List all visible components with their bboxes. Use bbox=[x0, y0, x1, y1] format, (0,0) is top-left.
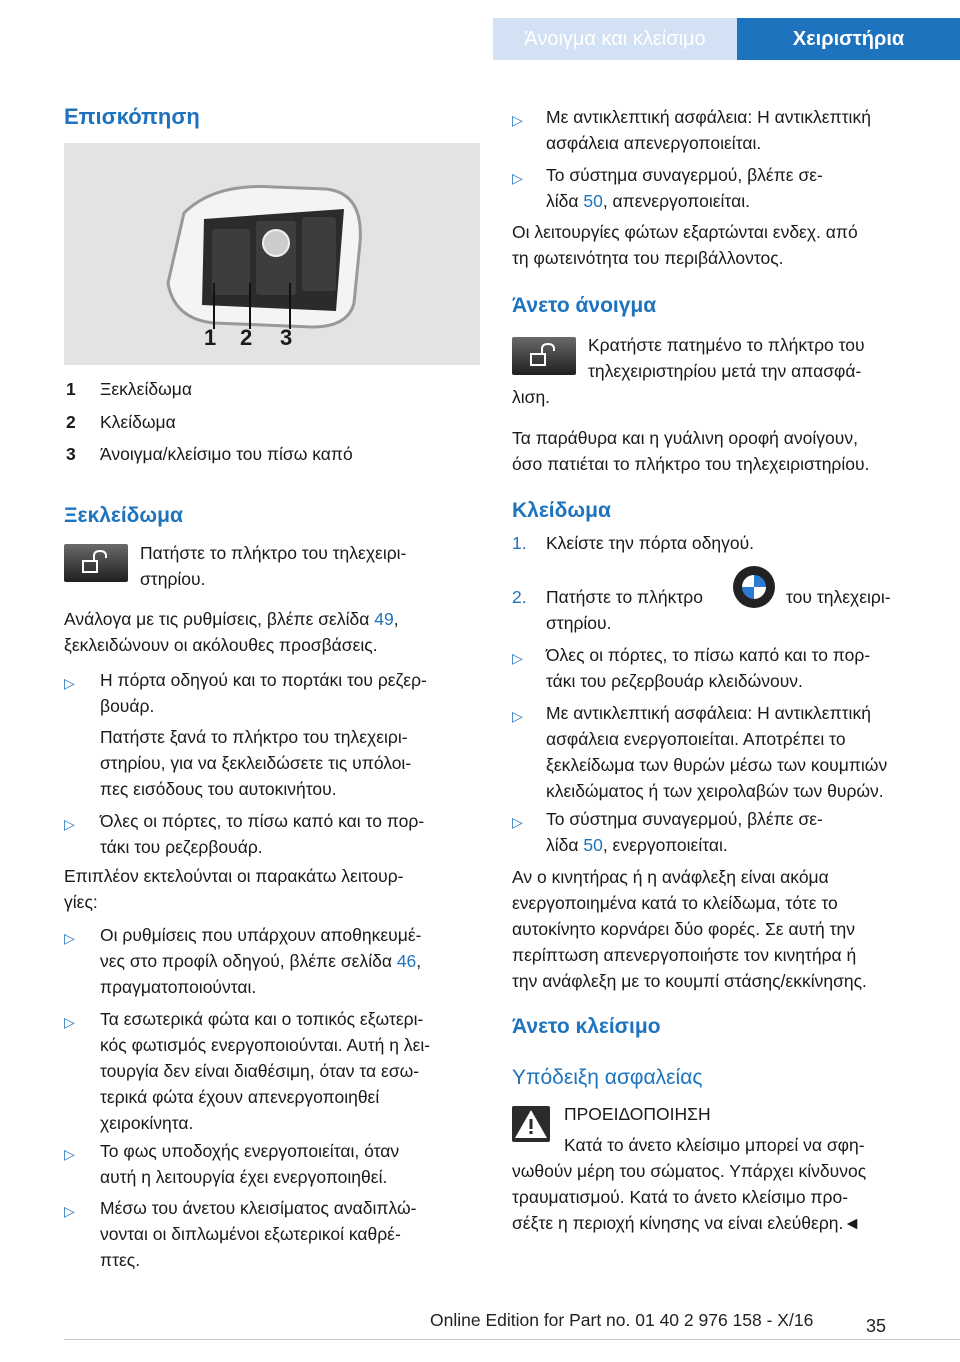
step-2-text-c: στηρίου. bbox=[546, 613, 612, 633]
lock-bullet-2-line-1: Με αντικλεπτική ασφάλεια: Η αντικλεπτική bbox=[546, 703, 871, 723]
bullet-1-line-1: Η πόρτα οδηγού και το πορτάκι του ρεζερ- bbox=[100, 670, 427, 690]
lock-bullet-2-line-4: κλειδώματος ή των χειρολαβών των θυρών. bbox=[546, 781, 884, 801]
warning-icon bbox=[512, 1106, 550, 1142]
footer-divider bbox=[64, 1339, 960, 1340]
bullet-4-line-3: τουργία δεν είναι διαθέσιμη, όταν τα εσω- bbox=[100, 1061, 420, 1081]
lock-bullet-2-line-3: ξεκλείδωμα των θυρών μέσω των κουμπιών bbox=[546, 755, 888, 775]
bullet-6-line-2: νονται οι διπλωμένοι εξωτερικοί καθρέ- bbox=[100, 1224, 401, 1244]
bullet-6-line-1: Μέσω του άνετου κλεισίματος αναδιπλώ- bbox=[100, 1198, 417, 1218]
lock-bullet-3-line-1: Το σύστημα συναγερμού, βλέπε σε- bbox=[546, 809, 823, 829]
car-key-illustration bbox=[64, 143, 480, 365]
page-link-49[interactable]: 49 bbox=[374, 609, 394, 629]
step-2-text-a: Πατήστε το πλήκτρο bbox=[546, 587, 703, 607]
footer-edition: Online Edition for Part no. 01 40 2 976 158 - X/16 bbox=[430, 1310, 814, 1330]
bullet-triangle-icon: ▷ bbox=[64, 675, 75, 691]
figure-label-2: 2 bbox=[240, 325, 253, 350]
comfort-close-title: Άνετο κλείσιμο bbox=[512, 1015, 661, 1038]
header-section: Άνοιγμα και κλείσιμο bbox=[493, 18, 737, 60]
legend-text-1: Ξεκλείδωμα bbox=[100, 379, 192, 399]
lights-line-2: τη φωτεινότητα του περιβάλλοντος. bbox=[512, 248, 784, 268]
bullet-4-line-4: τερικά φώτα έχουν απενεργοποιηθεί bbox=[100, 1087, 380, 1107]
engine-line-2: ενεργοποιημένα κατά το κλείδωμα, τότε το bbox=[512, 893, 838, 913]
safety-title: Υπόδειξη ασφαλείας bbox=[512, 1066, 703, 1089]
engine-line-1: Αν ο κινητήρας ή η ανάφλεξη είναι ακόμα bbox=[512, 867, 829, 887]
bullet-triangle-icon: ▷ bbox=[64, 1146, 75, 1162]
warning-line-2: νωθούν μέρη του σώματος. Υπάρχει κίνδυνος bbox=[512, 1161, 867, 1181]
engine-line-3: αυτοκίνητο κορνάρει δύο φορές. Σε αυτή την bbox=[512, 919, 856, 939]
unlock-button-icon bbox=[64, 544, 128, 582]
bullet-3-line-2: νες στο προφίλ οδηγού, βλέπε σελίδα 46, bbox=[100, 951, 422, 971]
bullet-5-line-2: αυτή η λειτουργία έχει ενεργοποιηθεί. bbox=[100, 1167, 388, 1187]
bullet-triangle-icon: ▷ bbox=[64, 1014, 75, 1030]
bullet-triangle-icon: ▷ bbox=[64, 816, 75, 832]
right-bullet-1-line-1: Με αντικλεπτική ασφάλεια: Η αντικλεπτική bbox=[546, 107, 871, 127]
bullet-triangle-icon: ▷ bbox=[512, 650, 523, 666]
bullet-1-line-4: στηρίου, για να ξεκλειδώσετε τις υπόλοι- bbox=[100, 753, 412, 773]
comfort-open-line-3: λιση. bbox=[512, 387, 551, 407]
lock-bullet-1-line-1: Όλες οι πόρτες, το πίσω καπό και το πορ- bbox=[546, 645, 871, 665]
unlock-instr-1: Πατήστε το πλήκτρο του τηλεχειρι- bbox=[140, 543, 407, 563]
bullet-4-line-2: κός φωτισμός ενεργοποιούνται. Αυτή η λει- bbox=[100, 1035, 431, 1055]
legend-num-1: 1 bbox=[66, 379, 76, 399]
lights-line-1: Οι λειτουργίες φώτων εξαρτώνται ενδεχ. από bbox=[512, 222, 858, 242]
warning-line-4: σέξτε η περιοχή κίνησης να είναι ελεύθερη.◄ bbox=[512, 1213, 861, 1233]
bullet-3-line-3: πραγματοποιούνται. bbox=[100, 977, 257, 997]
bullet-3-line-1: Οι ρυθμίσεις που υπάρχουν αποθηκευμέ- bbox=[100, 925, 422, 945]
lock-bullet-1-line-2: τάκι του ρεζερβουάρ κλειδώνουν. bbox=[546, 671, 803, 691]
comfort-open-line-4: Τα παράθυρα και η γυάλινη οροφή ανοίγουν, bbox=[512, 428, 858, 448]
bmw-logo-icon bbox=[733, 566, 775, 608]
legend-num-3: 3 bbox=[66, 444, 76, 464]
bullet-1-line-3: Πατήστε ξανά το πλήκτρο του τηλεχειρι- bbox=[100, 727, 408, 747]
page-number: 35 bbox=[866, 1316, 887, 1336]
bullet-4-line-5: χειροκίνητα. bbox=[100, 1113, 194, 1133]
right-bullet-1-line-2: ασφάλεια απενεργοποιείται. bbox=[546, 133, 762, 153]
bullet-5-line-1: Το φως υποδοχής ενεργοποιείται, όταν bbox=[100, 1141, 400, 1161]
step-2-number: 2. bbox=[512, 587, 527, 607]
extra-line-1: Επιπλέον εκτελούνται οι παρακάτω λειτουρ- bbox=[64, 866, 404, 886]
right-bullet-2-line-1: Το σύστημα συναγερμού, βλέπε σε- bbox=[546, 165, 823, 185]
warning-line-1: Κατά το άνετο κλείσιμο μπορεί να σφη- bbox=[564, 1135, 865, 1155]
page-link-50[interactable]: 50 bbox=[583, 191, 603, 211]
comfort-open-line-2: τηλεχειριστηρίου μετά την απασφά- bbox=[588, 361, 862, 381]
extra-line-2: γίες: bbox=[64, 892, 98, 912]
comfort-open-line-1: Κρατήστε πατημένο το πλήκτρο του bbox=[588, 335, 865, 355]
legend-text-2: Κλείδωμα bbox=[100, 412, 176, 432]
bullet-triangle-icon: ▷ bbox=[512, 814, 523, 830]
bullet-1-line-5: πες εισόδους του αυτοκινήτου. bbox=[100, 779, 337, 799]
bullet-2-line-1: Όλες οι πόρτες, το πίσω καπό και το πορ- bbox=[100, 811, 425, 831]
page-link-46[interactable]: 46 bbox=[396, 951, 417, 971]
bullet-triangle-icon: ▷ bbox=[64, 930, 75, 946]
unlock-title: Ξεκλείδωμα bbox=[64, 504, 183, 527]
bullet-triangle-icon: ▷ bbox=[512, 170, 523, 186]
header-chapter: Χειριστήρια bbox=[737, 18, 960, 60]
overview-title: Επισκόπηση bbox=[64, 104, 200, 129]
engine-line-4: περίπτωση απενεργοποιήστε τον κινητήρα ή bbox=[512, 945, 857, 965]
settings-line-1: Ανάλογα με τις ρυθμίσεις, βλέπε σελίδα 49, bbox=[64, 609, 399, 629]
bullet-6-line-3: πτες. bbox=[100, 1250, 141, 1270]
bullet-triangle-icon: ▷ bbox=[512, 112, 523, 128]
figure-label-3: 3 bbox=[280, 325, 293, 350]
legend-num-2: 2 bbox=[66, 412, 76, 432]
bullet-1-line-2: βουάρ. bbox=[100, 696, 155, 716]
step-2-text-b: του τηλεχειρι- bbox=[786, 587, 891, 607]
engine-line-5: την ανάφλεξη με το κουμπί στάσης/εκκίνησης. bbox=[512, 971, 867, 991]
bullet-4-line-1: Τα εσωτερικά φώτα και ο τοπικός εξωτερι- bbox=[100, 1009, 424, 1029]
unlock-instr-2: στηρίου. bbox=[140, 569, 206, 589]
step-1-text: Κλείστε την πόρτα οδηγού. bbox=[546, 533, 755, 553]
warning-line-3: τραυματισμού. Κατά το άνετο κλείσιμο προ- bbox=[512, 1187, 849, 1207]
lock-bullet-3-line-2: λίδα 50, ενεργοποιείται. bbox=[546, 835, 728, 855]
lock-title: Κλείδωμα bbox=[512, 499, 611, 522]
figure-label-1: 1 bbox=[204, 325, 217, 350]
legend-text-3: Άνοιγμα/κλείσιμο του πίσω καπό bbox=[100, 444, 353, 464]
unlock-button-icon bbox=[512, 337, 576, 375]
key-figure bbox=[64, 143, 480, 365]
comfort-open-line-5: όσο πατιέται το πλήκτρο του τηλεχειριστηρίου. bbox=[512, 454, 870, 474]
comfort-open-title: Άνετο άνοιγμα bbox=[512, 294, 657, 317]
lock-bullet-2-line-2: ασφάλεια ενεργοποιείται. Αποτρέπει το bbox=[546, 729, 846, 749]
settings-line-2: ξεκλειδώνουν οι ακόλουθες προσβάσεις. bbox=[64, 635, 378, 655]
bullet-2-line-2: τάκι του ρεζερβουάρ. bbox=[100, 837, 263, 857]
bullet-triangle-icon: ▷ bbox=[512, 708, 523, 724]
bullet-triangle-icon: ▷ bbox=[64, 1203, 75, 1219]
warning-title: ΠΡΟΕΙΔΟΠΟΙΗΣΗ bbox=[564, 1104, 711, 1124]
right-bullet-2-line-2: λίδα 50, απενεργοποιείται. bbox=[546, 191, 750, 211]
step-1-number: 1. bbox=[512, 533, 527, 553]
page-link-50[interactable]: 50 bbox=[583, 835, 603, 855]
